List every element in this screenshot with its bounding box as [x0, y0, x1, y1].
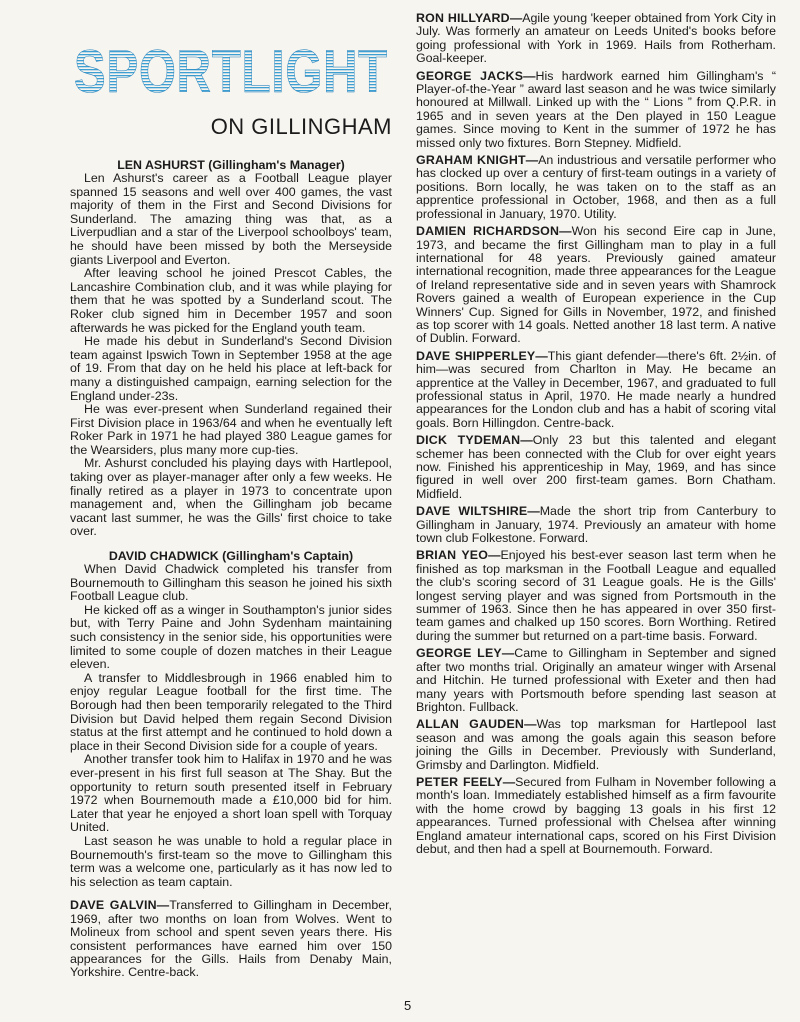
masthead-word: SPORTLIGHT: [74, 38, 388, 100]
player-bio: Agile young 'keeper obtained from York City in July. Was formerly an amateur on Leeds United's books before going professional with York in 1969. Hails from Rotherham. Goal-keeper.: [416, 11, 776, 66]
player-bio: Secured from Fulham in November following a month's loan. Immediately established himself as a firm favourite with the home crowd by bagging 13 goals in his first 12 appearances. Turned professional with Chelsea after winning England amateur international caps, scored on his First Division debut, and then had a spell at Bournemouth. Forward.: [416, 774, 777, 856]
ashurst-paragraph-2: After leaving school he joined Prescot Cables, the Lancashire Combination club, and it was while playing for them that he was spotted by a Sunderland scout. The Roker club signed him in December 1957 and soon afterwards he was picked for the England youth team.: [70, 266, 392, 335]
player-entry: GEORGE JACKS—His hardwork earned him Gillingham's “ Player-of-the-Year ” award last season and he was twice similarly honoured at Millwall. Linked up with the “ Lions ” from Q.P.R. in 1965 and in seven years at the Den played in 150 League games. Since moving to Kent in the summer of 1972 he has missed only two fixtures. Born Stepney. Midfield.: [416, 68, 776, 150]
player-entry: RON HILLYARD—Agile young 'keeper obtained from York City in July. Was formerly an amateur on Leeds United's books before going professional with York in 1969. Hails from Rotherham. Goal-keeper.: [416, 11, 776, 66]
player-bio: Enjoyed his best-ever season last term when he finished as top marksman in the Football League and equalled the club's scoring secord of 31 League goals. He is the Gills' longest serving player and was signed from Portsmouth in the summer of 1963. Since then he has appeared in over 350 first-team games and chalked up 150 scores. Born Worthing. Retired during the summer but returned on a part-time basis. Forward.: [416, 548, 777, 643]
player-entry: PETER FEELY—Secured from Fulham in November following a month's loan. Immediately established himself as a firm favourite with the home crowd by bagging 13 goals in his first 12 appearances. Turned professional with Chelsea after winning England amateur international caps, scored on his First Division debut, and then had a spell at Bournemouth. Forward.: [416, 774, 777, 856]
player-name: GRAHAM KNIGHT: [416, 153, 526, 168]
player-bio: Made the short trip from Canterbury to Gillingham in January, 1974. Previously an amateur with home town club Folkestone. Forward.: [416, 504, 776, 546]
player-name: BRIAN YEO: [416, 548, 489, 563]
page-number: 5: [404, 998, 412, 1013]
player-bio: His hardwork earned him Gillingham's “ Player-of-the-Year ” award last season and he was twice similarly honoured at Millwall. Linked up with the “ Lions ” from Q.P.R. in 1965 and in seven years at the Den played in 150 League games. Since moving to Kent in the summer of 1972 he has missed only two fixtures. Born Stepney. Midfield.: [416, 68, 776, 150]
player-name: DAVE GALVIN: [70, 898, 157, 913]
ashurst-heading: LEN ASHURST (Gillingham's Manager): [117, 158, 345, 172]
player-bio: This giant defender—there's 6ft. 2½in. of him—was secured from Charlton in May. He became an apprentice at the Valley in December, 1967, and graduated to full professional status in April, 1970. He made nearly a hundred appearances for the London club and has a habit of scoring vital goals. Born Hillingdon. Centre-back.: [416, 348, 776, 430]
player-name: PETER FEELY: [416, 774, 503, 789]
chadwick-paragraph-3: A transfer to Middlesbrough in 1966 enabled him to enjoy regular League football for the first time. The Borough had then been temporarily relegated to the Third Division but David helped them regain Second Division status at the first attempt and he continued to hold down a place in their Second Division side for a couple of years.: [70, 670, 392, 753]
player-entry: ALLAN GAUDEN—Was top marksman for Hartlepool last season and was among the goals again this season before joining the Gills in December. Previously with Sunderland, Grimsby and Darlington. Midfield.: [416, 717, 777, 772]
left-column: [70, 30, 392, 984]
masthead-subtitle: ON GILLINGHAM: [210, 114, 392, 139]
ashurst-paragraph-3: He made his debut in Sunderland's Second Division team against Ipswich Town in September 1958 at the age of 19. From that day on he held his place at left-back for many a distinguished campaign, earning selection for the England under-23s.: [70, 334, 392, 403]
player-bio: Only 23 but this talented and elegant schemer has been connected with the Club for over eight years now. Finished his apprenticeship in May, 1969, and has since figured in well over 200 first-team games. Born Chatham. Midfield.: [416, 433, 776, 501]
player-bio: Won his second Eire cap in June, 1973, and became the first Gillingham man to play in a full international for 48 years. Previously gained amateur international recognition, made three appearances for the League of Ireland representative side and in seven years with Shamrock Rovers gained a wealth of European experience in the Cup Winners' Cup. Signed for Gills in November, 1972, and finished as top scorer with 14 goals. Netted another 18 last term. A native of Dublin. Forward.: [416, 224, 777, 346]
chadwick-heading: DAVID CHADWICK (Gillingham's Captain): [108, 549, 354, 564]
player-entry: BRIAN YEO—Enjoyed his best-ever season last term when he finished as top marksman in the Football League and equalled the club's scoring secord of 31 League goals. He is the Gills' longest serving player and was signed from Portsmouth in the summer of 1963. Since then he has appeared in over 350 first-team games and chalked up 150 scores. Born Worthing. Retired during the summer but returned on a part-time basis. Forward.: [416, 548, 777, 643]
player-name: GEORGE LEY: [416, 646, 502, 661]
player-name: DAMIEN RICHARDSON: [416, 224, 560, 239]
player-name: DICK TYDEMAN: [416, 433, 521, 448]
player-entry: GRAHAM KNIGHT—An industrious and versatile performer who has clocked up over a century of first-team outings in a variety of positions. Born locally, he was taken on to the staff as an apprentice professional in October, 1968, and then as a full professional in January, 1970. Utility.: [416, 153, 776, 221]
player-name: RON HILLYARD: [416, 11, 510, 25]
player-entry-galvin: DAVE GALVIN—Transferred to Gillingham in December, 1969, after two months on loan from Wolves. Went to Molineux from school and spent seven years there. His consistent performances have earned him over 150 appearances for the Gills. Hails from Denaby Main, Yorkshire. Centre-back.: [70, 898, 392, 980]
chadwick-paragraph-5: Last season he was unable to hold a regular place in Bournemouth's first-team so the move to Gillingham this term was a welcome one, particularly as it has now led to his selection as team captain.: [70, 833, 392, 889]
right-column: [416, 12, 776, 860]
player-bio: Transferred to Gillingham in December, 1969, after two months on loan from Wolves. Went to Molineux from school and spent seven years there. His consistent performances have earned him over 150 appearances for the Gills. Hails from Denaby Main, Yorkshire. Centre-back.: [70, 898, 392, 980]
player-entry: DAVE WILTSHIRE—Made the short trip from Canterbury to Gillingham in January, 1974. Previously an amateur with home town club Folkestone. Forward.: [416, 504, 776, 546]
ashurst-paragraph-1: Len Ashurst's career as a Football League player spanned 15 seasons and well over 400 games, the vast majority of them in the First and Second Divisions for Sunderland. The amazing thing was that, as a Liverpudlian and a star of the Liverpool schoolboys' team, he should have been missed by both the Merseyside giants Liverpool and Everton.: [70, 171, 392, 267]
sportlight-masthead: [70, 30, 392, 100]
chadwick-paragraph-2: He kicked off as a winger in Southampton's junior sides but, with Terry Paine and John Sydenham maintaining such consistency in the senior side, his opportunities were limited to some couple of dozen matches in their League eleven.: [70, 602, 392, 672]
player-entry: DICK TYDEMAN—Only 23 but this talented and elegant schemer has been connected with the Club for over eight years now. Finished his apprenticeship in May, 1969, and has since figured in well over 200 first-team games. Born Chatham. Midfield.: [416, 433, 776, 501]
player-name: GEORGE JACKS: [416, 68, 524, 83]
player-entry: DAVE SHIPPERLEY—This giant defender—there's 6ft. 2½in. of him—was secured from Charlton in May. He became an apprentice at the Valley in December, 1967, and graduated to full professional status in April, 1970. He made nearly a hundred appearances for the London club and has a habit of scoring vital goals. Born Hillingdon. Centre-back.: [416, 348, 776, 430]
player-entry: DAMIEN RICHARDSON—Won his second Eire cap in June, 1973, and became the first Gillingham man to play in a full international for 48 years. Previously gained amateur international recognition, made three appearances for the League of Ireland representative side and in seven years with Shamrock Rovers gained a wealth of European experience in the Cup Winners' Cup. Signed for Gills in November, 1972, and finished as top scorer with 14 goals. Netted another 18 last term. A native of Dublin. Forward.: [416, 224, 777, 346]
ashurst-paragraph-5: Mr. Ashurst concluded his playing days with Hartlepool, taking over as player-manager after only a few weeks. He finally retired as a player in 1973 to concentrate upon management and, when the Gillingham job became vacant last summer, he was the Gills' first choice to take over.: [70, 456, 392, 539]
player-bio: Came to Gillingham in September and signed after two months trial. Originally an amateur winger with Arsenal and Hitchin. He turned professional with Exeter and then had many years with Portsmouth before spending last season at Brighton. Fullback.: [416, 646, 777, 714]
article-ashurst: [70, 158, 392, 539]
article-chadwick: [70, 549, 392, 889]
chadwick-paragraph-4: Another transfer took him to Halifax in 1970 and he was ever-present in his first full season at The Shay. But the opportunity to return south presented itself in February 1972 when Bournemouth made a £10,000 bid for him. Later that year he enjoyed a short loan spell with Torquay United.: [70, 752, 392, 835]
player-name: ALLAN GAUDEN: [416, 717, 525, 732]
player-bio: Was top marksman for Hartlepool last season and was among the goals again this season before joining the Gills in December. Previously with Sunderland, Grimsby and Darlington. Midfield.: [416, 717, 777, 772]
chadwick-paragraph-1: When David Chadwick completed his transfer from Bournemouth to Gillingham this season he joined his sixth Football League club.: [70, 562, 392, 604]
player-name: DAVE SHIPPERLEY: [416, 348, 536, 363]
player-bio: An industrious and versatile performer who has clocked up over a century of first-team outings in a variety of positions. Born locally, he was taken on to the staff as an apprentice professional in October, 1968, and then as a full professional in January, 1970. Utility.: [416, 153, 776, 221]
player-entry: GEORGE LEY—Came to Gillingham in September and signed after two months trial. Originally an amateur winger with Arsenal and Hitchin. He turned professional with Exeter and then had many years with Portsmouth before spending last season at Brighton. Fullback.: [416, 646, 777, 714]
player-name: DAVE WILTSHIRE: [416, 504, 528, 519]
sportlight-logo: [70, 30, 392, 100]
ashurst-paragraph-4: He was ever-present when Sunderland regained their First Division place in 1963/64 and when he eventually left Roker Park in 1971 he had played 380 League games for the Wearsiders, plus many more cup-ties.: [70, 402, 392, 457]
